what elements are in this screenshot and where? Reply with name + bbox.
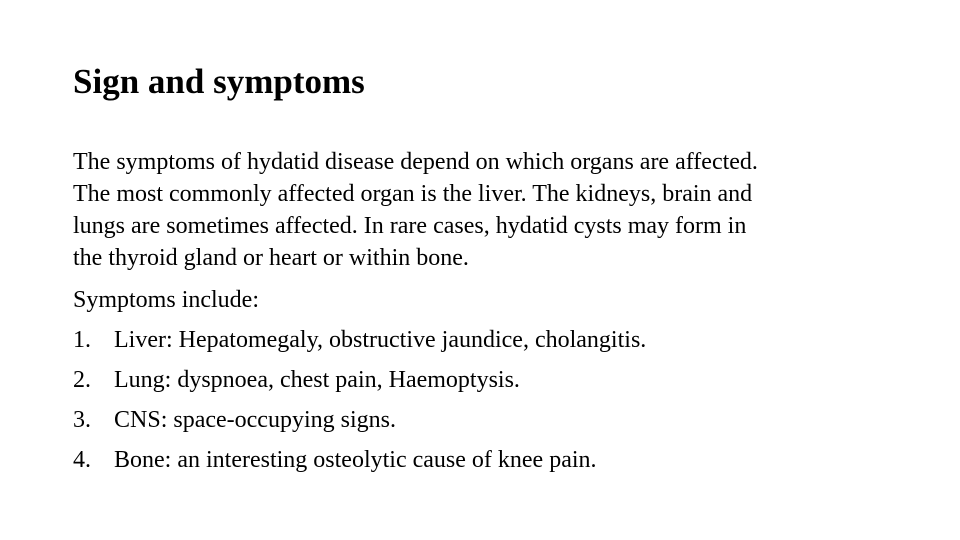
list-number: 4.	[73, 447, 91, 473]
list-item	[73, 404, 893, 436]
description-paragraph	[73, 146, 893, 274]
list-item	[73, 364, 893, 396]
list-text: Lung: dyspnoea, chest pain, Haemoptysis.	[114, 367, 520, 393]
symptoms-list	[73, 324, 893, 476]
list-text: Bone: an interesting osteolytic cause of knee pain.	[114, 447, 597, 473]
paragraph-line: lungs are sometimes affected. In rare cases, hydatid cysts may form in	[73, 213, 747, 239]
paragraph-line: The most commonly affected organ is the liver. The kidneys, brain and	[73, 181, 753, 207]
paragraph-line: the thyroid gland or heart or within bone.	[73, 245, 469, 271]
list-item	[73, 444, 893, 476]
symptoms-intro: Symptoms include:	[73, 287, 259, 313]
slide-title: Sign and symptoms	[73, 62, 365, 101]
slide-body	[73, 146, 893, 476]
list-text: CNS: space-occupying signs.	[114, 407, 396, 433]
list-number: 3.	[73, 407, 91, 433]
list-number: 1.	[73, 327, 91, 353]
list-item	[73, 324, 893, 356]
paragraph-line: The symptoms of hydatid disease depend on which organs are affected.	[73, 149, 758, 175]
list-text: Liver: Hepatomegaly, obstructive jaundice, cholangitis.	[114, 327, 647, 353]
list-number: 2.	[73, 367, 91, 393]
